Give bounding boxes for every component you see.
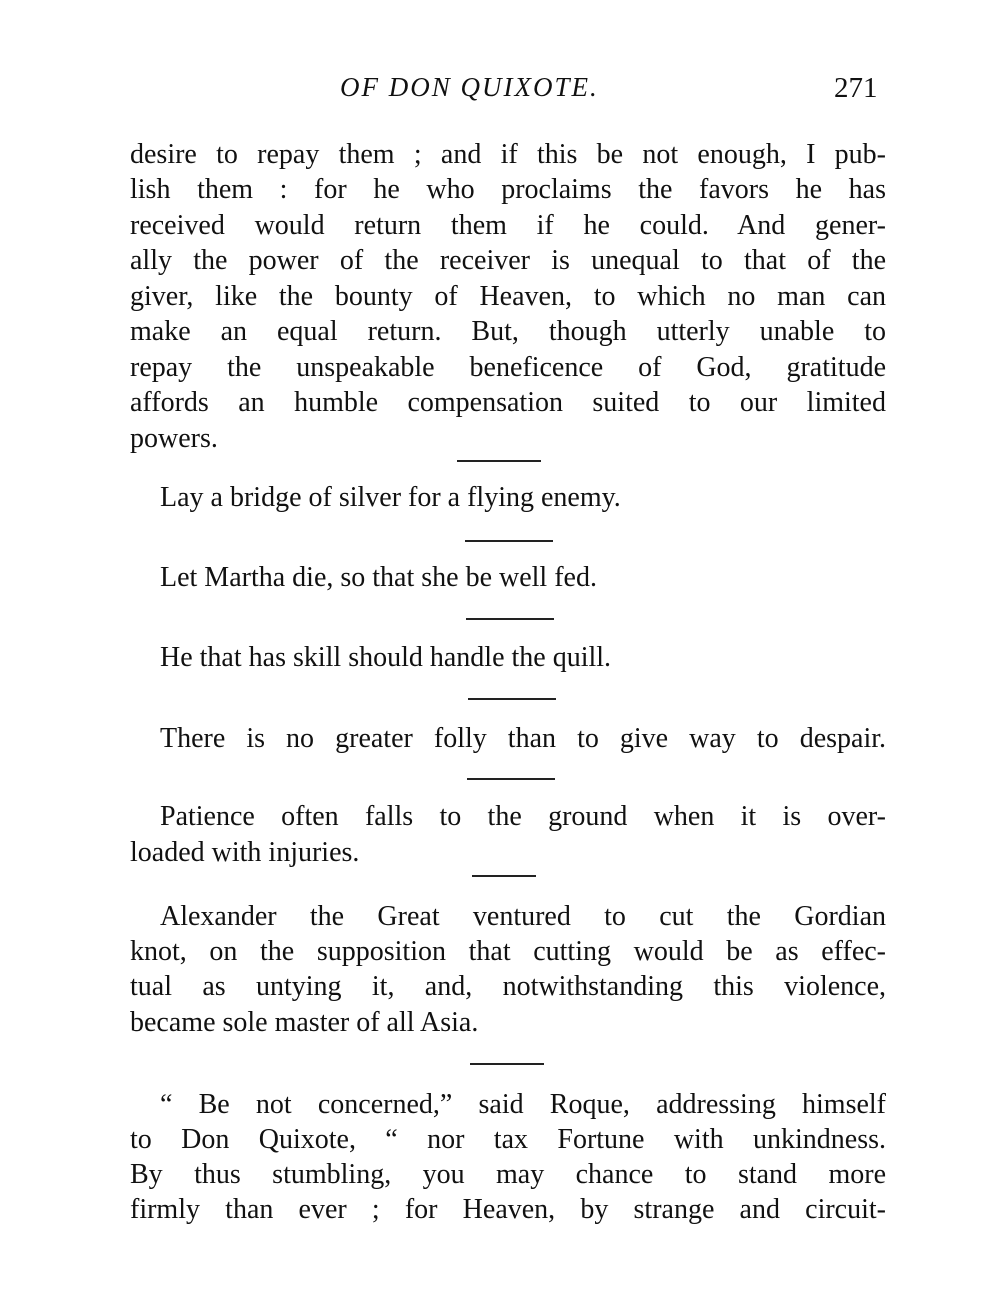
section-divider: [466, 618, 554, 620]
text-line: powers.: [130, 423, 218, 454]
text-line: By thus stumbling, you may chance to stand more: [130, 1159, 886, 1190]
text-line: Patience often falls to the ground when it is over-: [160, 801, 886, 832]
text-line: desire to repay them ; and if this be not enough, I pub-: [130, 139, 886, 170]
text-line: ally the power of the receiver is unequal to that of the: [130, 245, 886, 276]
page-number: 271: [834, 72, 878, 104]
section-divider: [465, 540, 553, 542]
text-line: became sole master of all Asia.: [130, 1007, 479, 1038]
text-line: firmly than ever ; for Heaven, by strange and circuit-: [130, 1194, 886, 1225]
running-head: OF DON QUIXOTE.: [340, 72, 599, 102]
section-divider: [467, 778, 555, 780]
text-line: giver, like the bounty of Heaven, to which no man can: [130, 281, 886, 312]
text-line: repay the unspeakable beneficence of God, gratitude: [130, 352, 886, 383]
proverb-silver-bridge: Lay a bridge of silver for a flying enemy.: [160, 482, 621, 513]
section-divider: [470, 1063, 544, 1065]
text-line: received would return them if he could. And gener-: [130, 210, 886, 241]
text-line: affords an humble compensation suited to our limited: [130, 387, 886, 418]
text-line: lish them : for he who proclaims the favors he has: [130, 174, 886, 205]
proverb-quill: He that has skill should handle the quill.: [160, 642, 612, 673]
text-line: knot, on the supposition that cutting would be as effec-: [130, 936, 886, 967]
proverb-despair: There is no greater folly than to give way to despair.: [160, 723, 886, 754]
text-line: loaded with injuries.: [130, 837, 360, 868]
text-line: to Don Quixote, “ nor tax Fortune with unkindness.: [130, 1124, 886, 1155]
section-divider: [457, 460, 541, 462]
section-divider: [468, 698, 556, 700]
text-line: make an equal return. But, though utterly unable to: [130, 316, 886, 347]
text-line: tual as untying it, and, notwithstanding this violence,: [130, 971, 886, 1002]
proverb-martha: Let Martha die, so that she be well fed.: [160, 562, 597, 593]
section-divider: [472, 875, 536, 877]
text-line: Alexander the Great ventured to cut the Gordian: [160, 901, 886, 932]
text-line: “ Be not concerned,” said Roque, addressing himself: [160, 1089, 886, 1120]
